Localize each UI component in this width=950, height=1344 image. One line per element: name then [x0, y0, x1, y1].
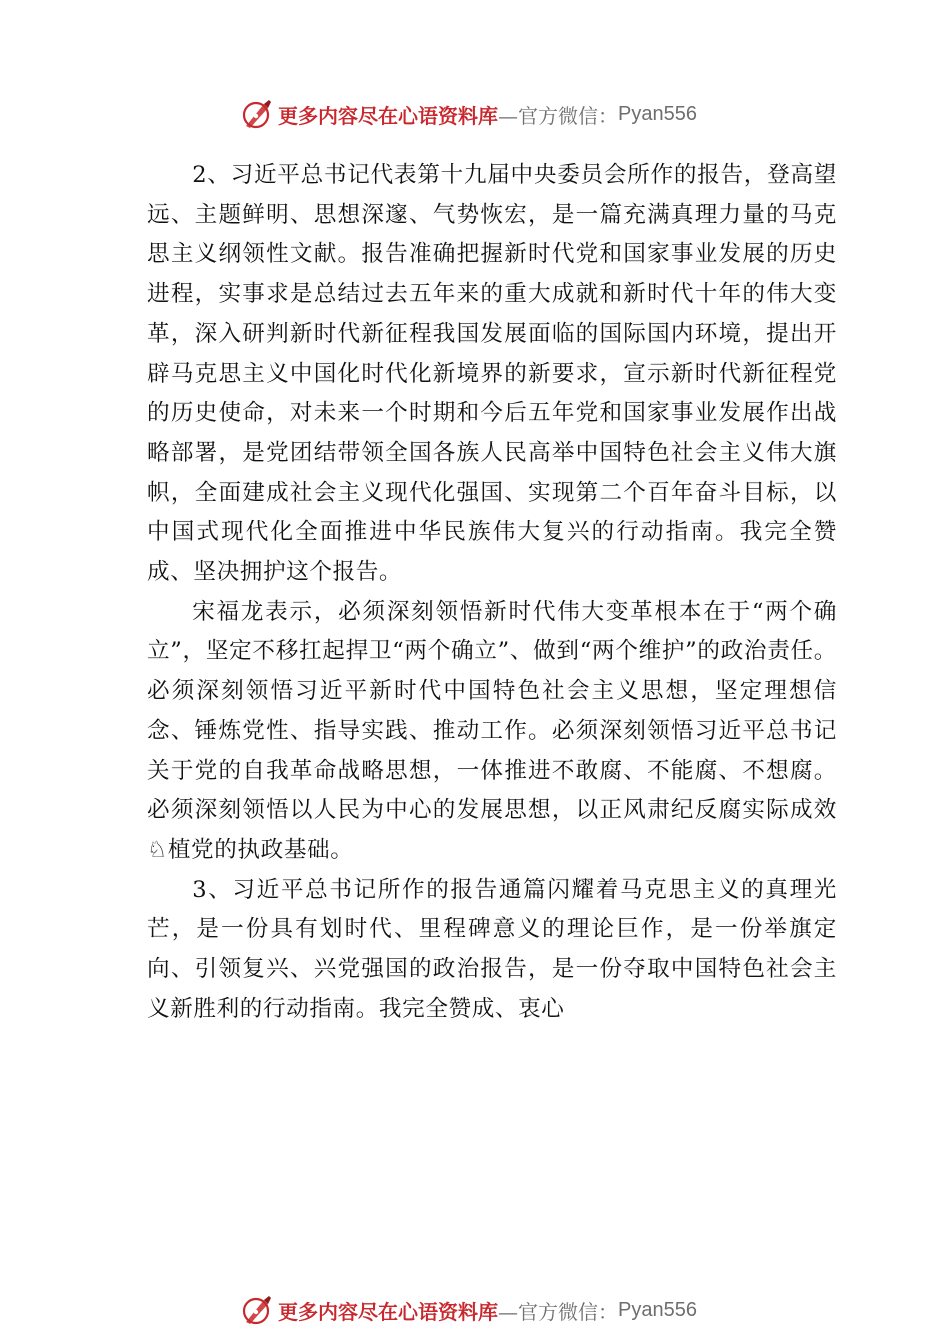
- paragraph-3: 3、习近平总书记所作的报告通篇闪耀着马克思主义的真理光芒，是一份具有划时代、里程碑意义的理论巨作，是一份举旗定向、引领复兴、兴党强国的政治报告，是一份夺取中国特色社会主义新胜利的行动指南。我完全赞成、衷心: [147, 876, 837, 1022]
- banner-red-text: 更多内容尽在心语资料库: [278, 1299, 498, 1324]
- paragraph-1: 2、习近平总书记代表第十九届中央委员会所作的报告，登高望远、主题鲜明、思想深邃、气势恢宏，是一篇充满真理力量的马克思主义纲领性文献。报告准确把握新时代党和国家事业发展的历史进程，实事求是总结过去五年来的重大成就和新时代十年的伟大变革，深入研判新时代新征程我国发展面临的国际国内环境，提出开辟马克思主义中国化时代化新境界的新要求，宣示新时代新征程党的历史使命，对未来一个时期和今后五年党和国家事业发展作出战略部署，是党团结带领全国各族人民高举中国特色社会主义伟大旗帜，全面建成社会主义现代化强国、实现第二个百年奋斗目标，以中国式现代化全面推进中华民族伟大复兴的行动指南。我完全赞成、坚决拥护这个报告。: [147, 162, 837, 586]
- banner-gray-text: —官方微信：: [498, 103, 618, 128]
- banner-red-text: 更多内容尽在心语资料库: [278, 103, 498, 128]
- pen-nib-logo-icon: [238, 1292, 274, 1328]
- pen-nib-logo-icon: [238, 96, 274, 132]
- header-banner: [238, 94, 697, 134]
- document-body: [147, 156, 837, 1029]
- banner-wechat-id: Pyan556: [618, 102, 697, 125]
- banner-wechat-id: Pyan556: [618, 1298, 697, 1321]
- footer-banner: [238, 1290, 697, 1330]
- banner-gray-text: —官方微信：: [498, 1299, 618, 1324]
- paragraph-2: 宋福龙表示，必须深刻领悟新时代伟大变革根本在于“两个确立”，坚定不移扛起捍卫“两个确立”、做到“两个维护”的政治责任。必须深刻领悟习近平新时代中国特色社会主义思想，坚定理想信念、锤炼党性、指导实践、推动工作。必须深刻领悟习近平总书记关于党的自我革命战略思想，一体推进不敢腐、不能腐、不想腐。必须深刻领悟以人民为中心的发展思想，以正风肃纪反腐实际成效♘植党的执政基础。: [147, 598, 837, 863]
